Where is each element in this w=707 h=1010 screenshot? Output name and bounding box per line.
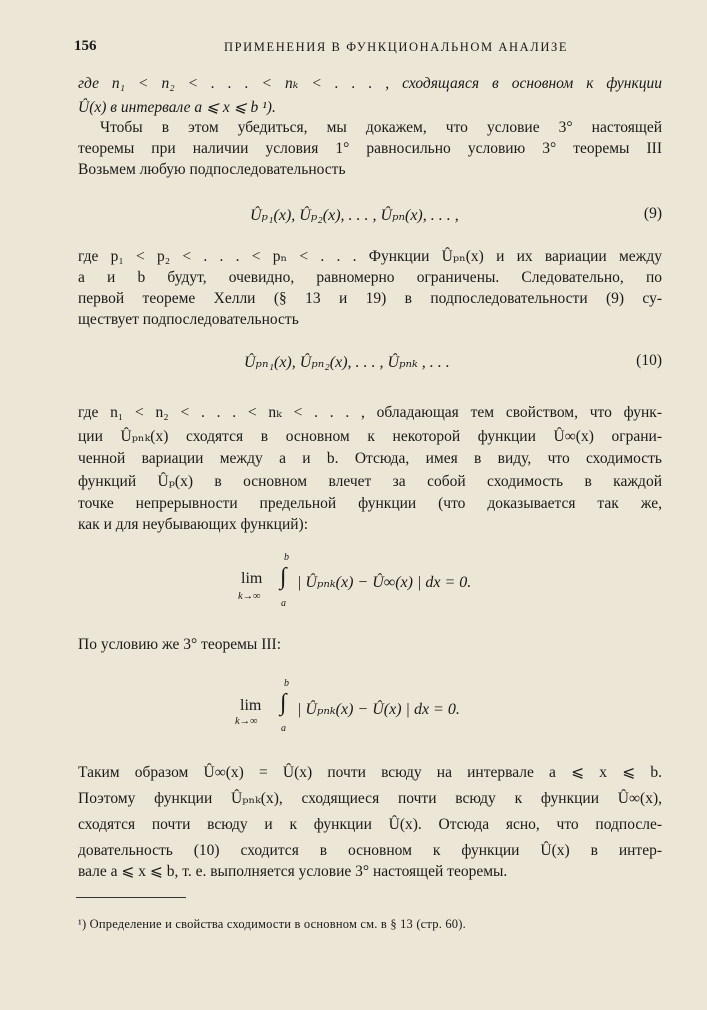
integrand: | Ûₚₙₖ(x) − Û∞(x) | dx = 0. xyxy=(297,574,472,591)
text-line: где n₁ < n₂ < . . . < nₖ < . . . , сходящаяся в основном к функции xyxy=(78,75,662,92)
integral-sign: ∫ xyxy=(280,690,287,716)
lim-subscript: k→∞ xyxy=(235,716,258,727)
text-line: Таким образом Û∞(x) = Û(x) почти всюду на интервале a ⩽ x ⩽ b. xyxy=(78,764,662,781)
text-line: первой теореме Хелли (§ 13 и 19) в подпоследовательности (9) су- xyxy=(78,290,662,307)
text-line: теоремы при наличии условия 1° равносильно условию 3° теоремы III xyxy=(78,140,662,157)
text-line: Чтобы в этом убедиться, мы докажем, что условие 3° настоящей xyxy=(100,119,662,136)
lim-subscript: k→∞ xyxy=(238,591,261,602)
integral-lower-bound: a xyxy=(281,598,286,609)
page-number: 156 xyxy=(74,38,97,54)
text-line: сходятся почти всюду и к функции Û(x). Отсюда ясно, что подпосле- xyxy=(78,816,662,833)
equation-number-10: (10) xyxy=(636,352,662,369)
text-line: ченной вариации между a и b. Отсюда, имея в виду, что сходимость xyxy=(78,450,662,467)
footnote-rule xyxy=(76,897,186,898)
text-line: По условию же 3° теоремы III: xyxy=(78,636,282,653)
integral-upper-bound: b xyxy=(284,678,289,689)
text-line: Возьмем любую подпоследовательность xyxy=(78,161,346,178)
text-line: Û(x) в интервале a ⩽ x ⩽ b ¹). xyxy=(78,99,276,116)
integrand: | Ûₚₙₖ(x) − Û(x) | dx = 0. xyxy=(297,701,460,718)
footnote: ¹) Определение и свойства сходимости в основном см. в § 13 (стр. 60). xyxy=(78,917,466,931)
text-line: где n₁ < n₂ < . . . < nₖ < . . . , обладающая тем свойством, что функ- xyxy=(78,404,662,421)
text-line: точке непрерывности предельной функции (что доказывается так же, xyxy=(78,495,662,512)
text-line: ществует подпоследовательность xyxy=(78,311,299,328)
text-line: a и b будут, очевидно, равномерно ограничены. Следовательно, по xyxy=(78,269,662,286)
integral-lower-bound: a xyxy=(281,723,286,734)
equation-number-9: (9) xyxy=(643,205,662,222)
lim-operator: lim xyxy=(241,570,263,587)
formula-9: Ûₚ₁(x), Ûₚ₂(x), . . . , Ûₚₙ(x), . . . , xyxy=(250,207,459,224)
text-line: ции Ûₚₙₖ(x) сходятся в основном к некоторой функции Û∞(x) ограни- xyxy=(78,428,662,445)
text-line: где p₁ < p₂ < . . . < pₙ < . . . Функции Ûₚₙ(x) и их вариации между xyxy=(78,248,662,265)
text-line: вале a ⩽ x ⩽ b, т. е. выполняется условие 3° настоящей теоремы. xyxy=(78,863,508,880)
text-line: как и для неубывающих функций): xyxy=(78,516,309,533)
text-line: Поэтому функции Ûₚₙₖ(x), сходящиеся почти всюду к функции Û∞(x), xyxy=(78,790,662,807)
running-title: ПРИМЕНЕНИЯ В ФУНКЦИОНАЛЬНОМ АНАЛИЗЕ xyxy=(224,40,569,54)
text-line: довательность (10) сходится в основном к функции Û(x) в интер- xyxy=(78,842,662,859)
lim-operator: lim xyxy=(240,697,262,714)
integral-sign: ∫ xyxy=(280,564,287,590)
formula-10: Ûₚₙ₁(x), Ûₚₙ₂(x), . . . , Ûₚₙₖ , . . . xyxy=(244,354,450,371)
integral-upper-bound: b xyxy=(284,552,289,563)
text-line: функций Ûₚ(x) в основном влечет за собой сходимость в каждой xyxy=(78,473,662,490)
